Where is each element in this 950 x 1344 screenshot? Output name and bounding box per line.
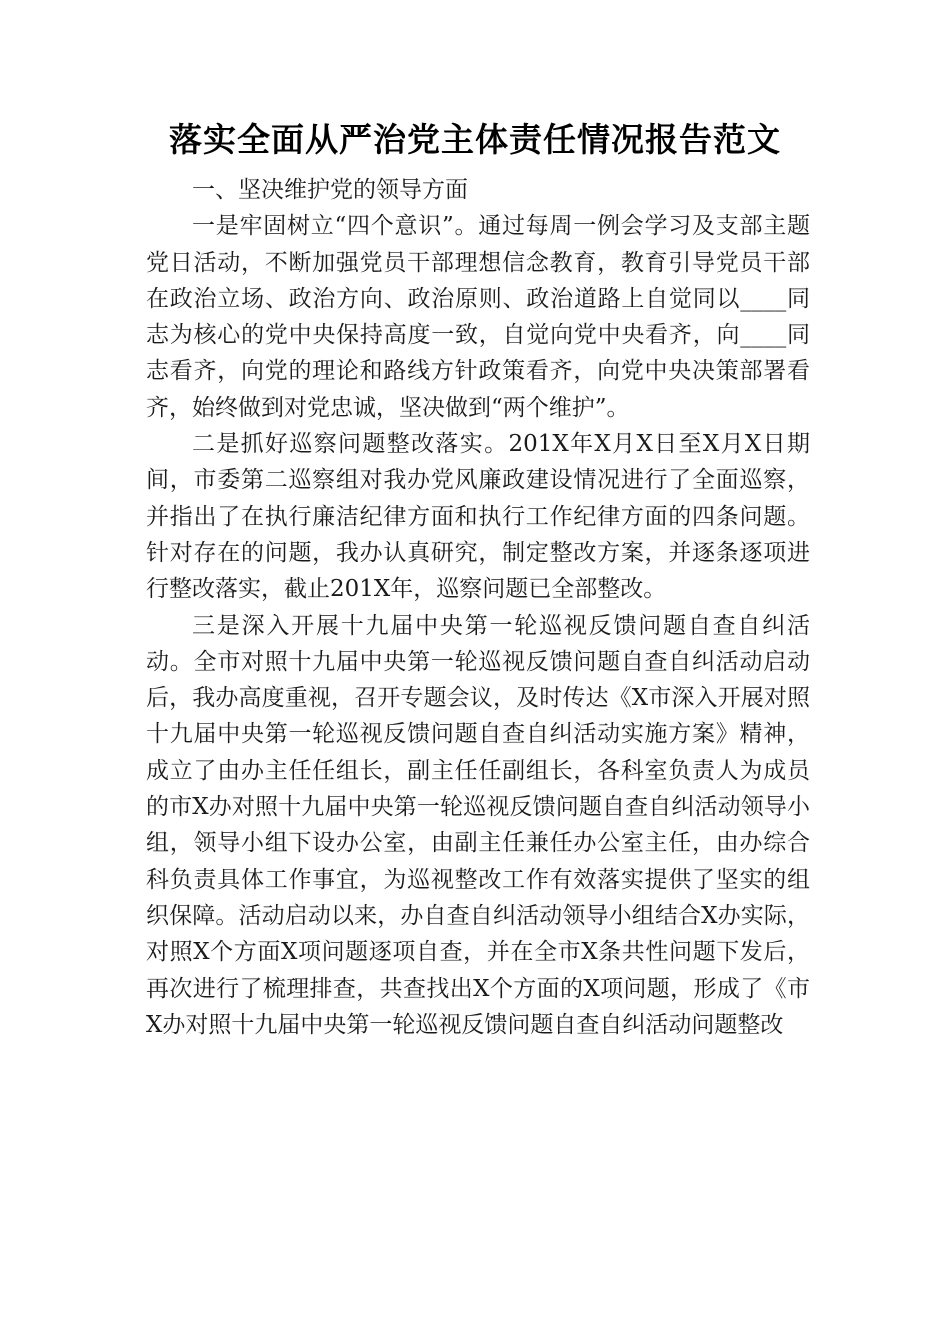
document-body	[146, 172, 810, 1043]
document-title: 落实全面从严治党主体责任情况报告范文	[169, 120, 781, 159]
paragraph-1: 一是牢固树立“四个意识”。通过每周一例会学习及支部主题党日活动，不断加强党员干部理想信念教育，教育引导党员干部在政治立场、政治方向、政治原则、政治道路上自觉同以____同志为核心的党中央保持高度一致，自觉向党中央看齐，向____同志看齐，向党的理论和路线方针政策看齐，向党中央决策部署看齐，始终做到对党忠诚，坚决做到“两个维护”。	[146, 213, 810, 421]
paragraph-3: 三是深入开展十九届中央第一轮巡视反馈问题自查自纠活动。全市对照十九届中央第一轮巡视反馈问题自查自纠活动启动后，我办高度重视，召开专题会议，及时传达《X市深入开展对照十九届中央第一轮巡视反馈问题自查自纠活动实施方案》精神，成立了由办主任任组长，副主任任副组长，各科室负责人为成员的市X办对照十九届中央第一轮巡视反馈问题自查自纠活动领导小组，领导小组下设办公室，由副主任兼任办公室主任，由办综合科负责具体工作事宜，为巡视整改工作有效落实提供了坚实的组织保障。活动启动以来，办自查自纠活动领导小组结合X办实际，对照X个方面X项问题逐项自查，并在全市X条共性问题下发后，再次进行了梳理排查，共查找出X个方面的X项问题，形成了《市X办对照十九届中央第一轮巡视反馈问题自查自纠活动问题整改	[146, 612, 810, 1038]
section-heading: 一、坚决维护党的领导方面	[192, 177, 468, 203]
paragraph-2: 二是抓好巡察问题整改落实。201X年X月X日至X月X日期间，市委第二巡察组对我办党风廉政建设情况进行了全面巡察，并指出了在执行廉洁纪律方面和执行工作纪律方面的四条问题。针对存在的问题，我办认真研究，制定整改方案，并逐条逐项进行整改落实，截止201X年，巡察问题已全部整改。	[146, 431, 810, 603]
